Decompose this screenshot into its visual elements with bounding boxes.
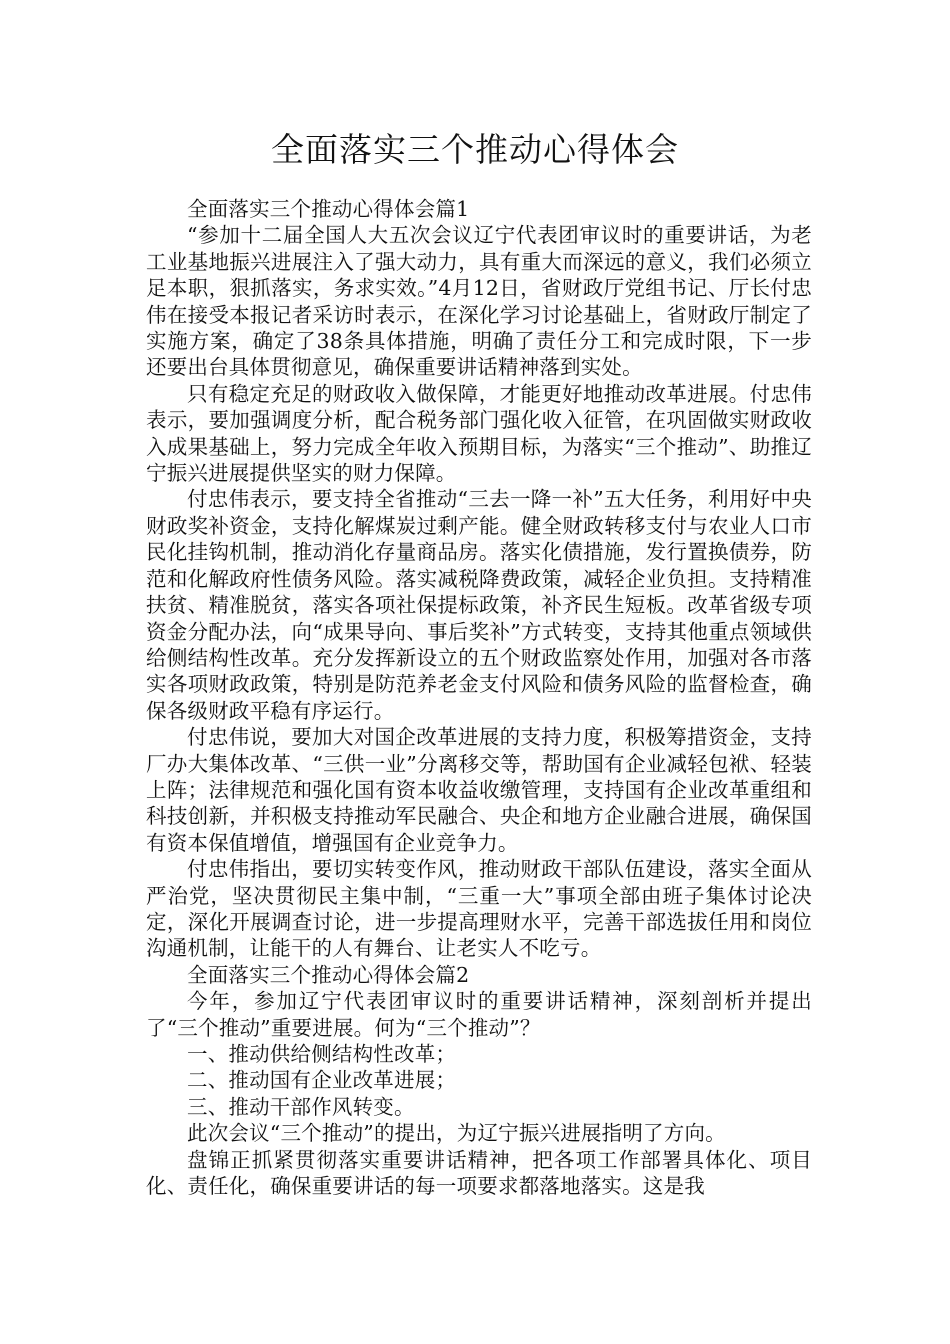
list-item: 三、推动干部作风转变。: [187, 1094, 415, 1119]
paragraph: 此次会议“三个推动”的提出，为辽宁振兴进展指明了方向。: [187, 1121, 726, 1146]
paragraph: “参加十二届全国人大五次会议辽宁代表团审议时的重要讲话，为老工业基地振兴进展注入了强大动力，具有重大而深远的意义，我们必须立足本职，狠抓落实，务求实效。”4月12日，省财政厅党组书记、厅长付忠伟在接受本报记者采访时表示，在深化学习讨论基础上，省财政厅制定了实施方案，确定了38条具体措施，明确了责任分工和完成时限，下一步还要出台具体贯彻意见，确保重要讲话精神落到实处。: [146, 223, 812, 380]
paragraph: 只有稳定充足的财政收入做保障，才能更好地推动改革进展。付忠伟表示，要加强调度分析，配合税务部门强化收入征管，在巩固做实财政收入成果基础上，努力完成全年收入预期目标，为落实“三个推动”、助推辽宁振兴进展提供坚实的财力保障。: [146, 381, 812, 486]
paragraph: 今年，参加辽宁代表团审议时的重要讲话精神，深刻剖析并提出了“三个推动”重要进展。何为“三个推动”？: [146, 989, 812, 1040]
section-heading-2: 全面落实三个推动心得体会篇2: [187, 962, 470, 987]
paragraph: 付忠伟表示，要支持全省推动“三去一降一补”五大任务，利用好中央财政奖补资金，支持化解煤炭过剩产能。健全财政转移支付与农业人口市民化挂钩机制，推动消化存量商品房。落实化债措施，发行置换债券，防范和化解政府性债务风险。落实减税降费政策，减轻企业负担。支持精准扶贫、精准脱贫，落实各项社保提标政策，补齐民生短板。改革省级专项资金分配办法，向“成果导向、事后奖补”方式转变，支持其他重点领域供给侧结构性改革。充分发挥新设立的五个财政监察处作用，加强对各市落实各项财政政策，特别是防范养老金支付风险和债务风险的监督检查，确保各级财政平稳有序运行。: [146, 487, 812, 723]
document-body: [146, 196, 812, 1199]
paragraph: 付忠伟指出，要切实转变作风，推动财政干部队伍建设，落实全面从严治党，坚决贯彻民主集中制，“三重一大”事项全部由班子集体讨论决定，深化开展调查讨论，进一步提高理财水平，完善干部选拔任用和岗位沟通机制，让能干的人有舞台、让老实人不吃亏。: [146, 857, 812, 961]
paragraph: 付忠伟说，要加大对国企改革进展的支持力度，积极筹措资金，支持厂办大集体改革、“三供一业”分离移交等，帮助国有企业减轻包袱、轻装上阵；法律规范和强化国有资本收益收缴管理，支持国有企业改革重组和科技创新，并积极支持推动军民融合、央企和地方企业融合进展，确保国有资本保值增值，增强国有企业竞争力。: [146, 725, 812, 855]
section-heading-1: 全面落实三个推动心得体会篇1: [187, 197, 470, 221]
list-item: 二、推动国有企业改革进展；: [187, 1068, 457, 1093]
document-title: 全面落实三个推动心得体会: [271, 130, 679, 169]
list-item: 一、推动供给侧结构性改革；: [187, 1042, 457, 1066]
paragraph: 盘锦正抓紧贯彻落实重要讲话精神，把各项工作部署具体化、项目化、责任化，确保重要讲话的每一项要求都落地落实。这是我: [146, 1147, 812, 1199]
